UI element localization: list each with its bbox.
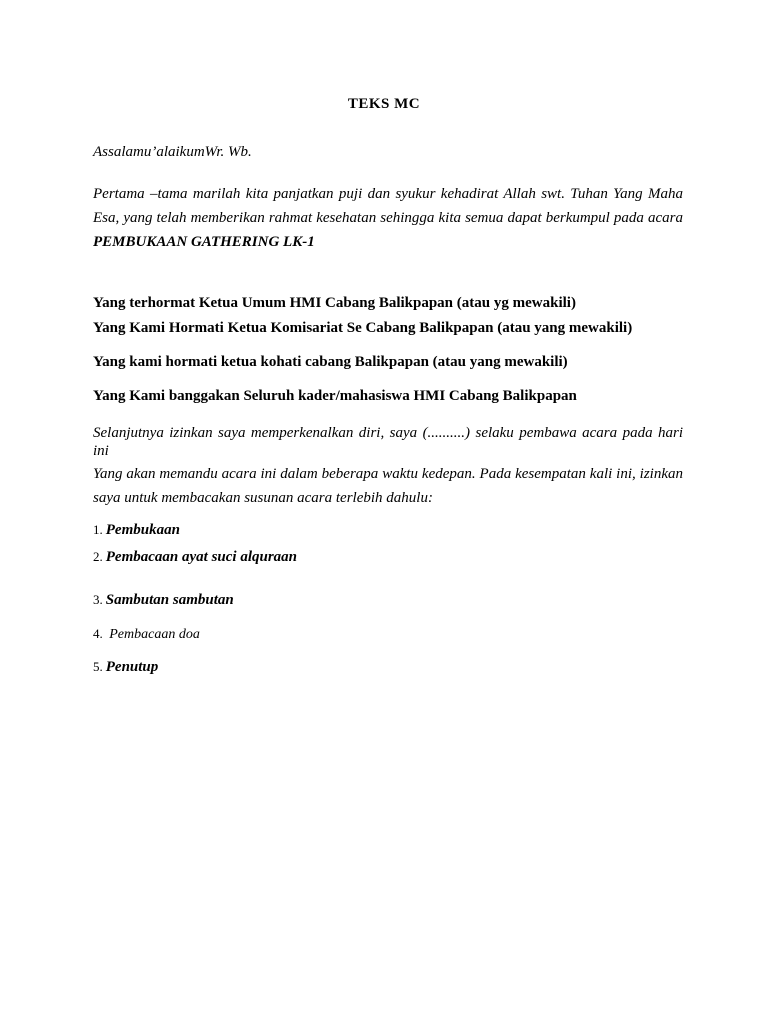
- opening-paragraph: [93, 182, 683, 254]
- event-name: PEMBUKAAN GATHERING LK-1: [93, 234, 315, 250]
- agenda-label: Pembacaan ayat suci alquraan: [105, 549, 298, 565]
- agenda-number: 5.: [93, 659, 103, 674]
- agenda-number: 4.: [93, 626, 103, 641]
- respect-line-ketua-komisariat: Yang Kami Hormati Ketua Komisariat Se Cabang Balikpapan (atau yang mewakili): [93, 320, 633, 336]
- agenda-label: Penutup: [105, 659, 159, 675]
- agenda-item: [93, 626, 200, 643]
- agenda-item: [93, 592, 234, 609]
- agenda-label: Pembacaan doa: [105, 627, 200, 642]
- agenda-number: 2.: [93, 549, 103, 564]
- guide-paragraph: Yang akan memandu acara ini dalam beberapa waktu kedepan. Pada kesempatan kali ini, izinkan saya untuk membacakan susunan acara terlebih dahulu:: [93, 466, 683, 506]
- agenda-number: 1.: [93, 522, 103, 537]
- document-title: TEKS MC: [347, 96, 421, 112]
- intro-paragraph: Selanjutnya izinkan saya memperkenalkan diri, saya (..........) selaku pembawa acara pada hari ini: [93, 425, 683, 459]
- agenda-number: 3.: [93, 592, 103, 607]
- agenda-item: [93, 549, 297, 566]
- agenda-item: [93, 522, 180, 539]
- agenda-label: Pembukaan: [105, 522, 180, 538]
- respect-line-ketua-kohati: Yang kami hormati ketua kohati cabang Balikpapan (atau yang mewakili): [93, 354, 568, 370]
- respect-line-kader: Yang Kami banggakan Seluruh kader/mahasiswa HMI Cabang Balikpapan: [93, 388, 577, 404]
- greeting-line: Assalamu’alaikumWr. Wb.: [93, 144, 252, 160]
- agenda-item: [93, 659, 158, 676]
- agenda-label: Sambutan sambutan: [105, 592, 234, 608]
- respect-line-ketua-umum: Yang terhormat Ketua Umum HMI Cabang Balikpapan (atau yg mewakili): [93, 295, 576, 311]
- opening-text: Pertama –tama marilah kita panjatkan puji dan syukur kehadirat Allah swt. Tuhan Yang Maha Esa, yang telah memberikan rahmat kesehatan sehingga kita semua dapat berkumpul pada acara: [93, 186, 683, 226]
